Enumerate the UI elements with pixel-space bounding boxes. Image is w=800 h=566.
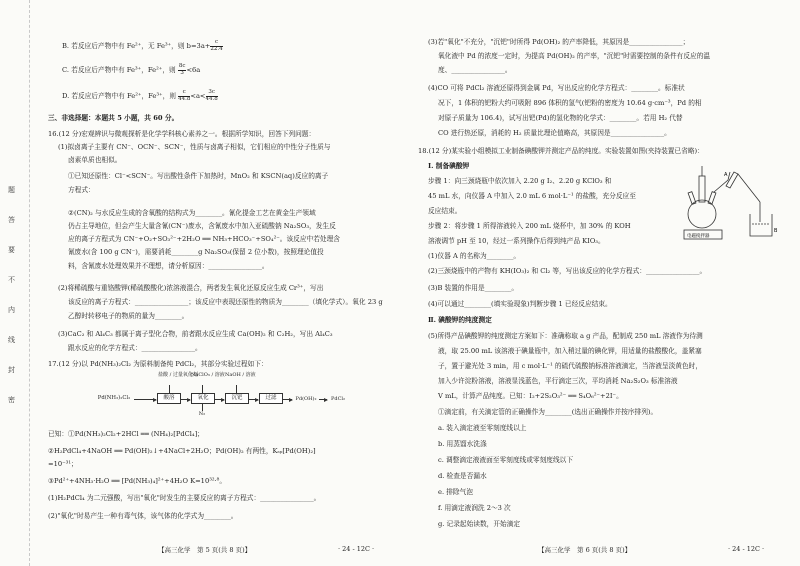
intermediate: Pd(OH)₂ bbox=[295, 396, 317, 402]
text-line: 乙醇时转移电子的物质的量为________。 bbox=[68, 312, 189, 320]
text-line: 子，置于避光处 3 min，用 c mol·L⁻¹ 的硫代硫酸钠标准溶液滴定，当溶液呈淡黄色时， bbox=[438, 362, 703, 370]
text-line: 方程式： bbox=[68, 186, 95, 194]
stirrer-label: 电磁搅拌器 bbox=[687, 234, 710, 239]
choice-c: c. 调整滴定液液面至零刻度线或零刻度线以下 bbox=[438, 456, 574, 464]
question-16: 16.(12 分)宏观辨识与微观探析是化学学科核心素养之一。根据所学知识，回答下列问题： bbox=[48, 130, 316, 138]
text-line: (4)CO 可将 PdCl₂ 溶液还原得到金属 Pd，写出反应的化学方程式：________。标准状 bbox=[428, 84, 685, 92]
known-3: ③Pd²⁺+4NH₃·H₂O ══ [Pd(NH₃)₄]²⁺+4H₂O K=10³²·⁸。 bbox=[48, 477, 227, 485]
choice-g: g. 记录起始读数，开始滴定 bbox=[438, 520, 521, 528]
text-line: 反应结束。 bbox=[428, 207, 462, 215]
text-line: =10⁻³¹； bbox=[48, 460, 78, 468]
text-line: 溶液调节 pH 至 10，经过一系列操作后得到纯产品 KIO₃。 bbox=[428, 237, 605, 245]
label-b: B bbox=[774, 228, 778, 234]
section-label: Ⅱ. 碘酸钾的纯度测定 bbox=[428, 316, 492, 324]
text-line: 液，取 25.00 mL 该溶液于碘量瓶中，加入稍过量的碘化钾，用适量的盐酸酸化，盖紧塞 bbox=[438, 347, 702, 355]
text-line: ①滴定前，有关滴定管的正确操作为________(选出正确操作并按序排列)。 bbox=[438, 408, 658, 416]
text-line: (5)所得产品碘酸钾的纯度测定方案如下：准确称取 a g 产品，配制成 250 mL 溶液作为待测 bbox=[428, 332, 703, 340]
text-line: ②(CN)₂ 与水反应生成的含氧酸的结构式为________。氰化提金工艺在黄金生产领域 bbox=[68, 209, 316, 217]
page-5-column bbox=[48, 0, 393, 566]
choice-d: d. 检查是否漏水 bbox=[438, 472, 487, 480]
label-a: A bbox=[724, 172, 728, 178]
process-flowchart bbox=[94, 372, 345, 418]
text-line: (1)H₂PdCl₄ 为二元强酸，写出"氧化"时发生的主要反应的离子方程式：________________。 bbox=[48, 494, 321, 502]
binding-margin bbox=[0, 0, 30, 566]
binding-char: 答 bbox=[8, 216, 15, 224]
text-line: 45 mL 水，向仪器 A 中加入 2.0 mL 6 mol·L⁻¹ 的盐酸，充分反应至 bbox=[428, 192, 636, 200]
choice-b: b. 用蒸馏水洗涤 bbox=[438, 440, 487, 448]
text-line: 应的离子方程式为 CN⁻+O₂+SO₃²⁻+2H₂O ══ NH₃+HCO₃⁻+SO₄²⁻。该反应中若处理含 bbox=[68, 235, 340, 243]
apparatus-diagram bbox=[668, 162, 782, 244]
text-line: (3)CaC₂ 和 Al₄C₃ 都属于离子型化合物，前者跟水反应生成 Ca(OH)₂ 和 C₂H₂，写出 Al₄C₃ bbox=[58, 330, 333, 338]
binding-char: 题 bbox=[8, 186, 15, 194]
choice-f: f. 用滴定液润洗 2～3 次 bbox=[438, 504, 511, 512]
fraction: $\frac{3c}{44.8}$ bbox=[205, 89, 218, 102]
choice-a: a. 装入滴定液至零刻度线以上 bbox=[438, 424, 527, 432]
choice-e: e. 排除气泡 bbox=[438, 488, 473, 496]
text-line: (1)拟卤离子主要有 CN⁻、OCN⁻、SCN⁻，性质与卤离子相似，它们相应的中性分子性质与 bbox=[58, 143, 331, 151]
binding-char: 密 bbox=[8, 396, 15, 404]
binding-char: 线 bbox=[8, 336, 15, 344]
page-footer: 【高三化学 第 5 页(共 8 页)】 bbox=[158, 546, 252, 554]
page-code: · 24 - 12C · bbox=[338, 545, 375, 553]
text-line: (2)三颈烧瓶中的产物有 KH(IO₃)₂ 和 Cl₂ 等，写出该反应的化学方程式：________________。 bbox=[428, 267, 707, 275]
text-line: 况下，1 体积的钯粉大约可吸附 896 体积的氢气(钯粉的密度为 10.64 g·cm⁻³，Pd 的相 bbox=[438, 99, 702, 107]
step-box: 沉钯 bbox=[225, 393, 249, 404]
step-box: 酸溶 bbox=[157, 393, 181, 404]
section-heading: 三、非选择题：本题共 5 小题，共 60 分。 bbox=[48, 114, 179, 122]
text-line: (3)B 装置的作用是________。 bbox=[428, 284, 519, 292]
text-line: 加入少许淀粉溶液，溶液显浅蓝色，平行滴定三次，平均消耗 Na₂S₂O₃ 标准溶液 bbox=[438, 377, 678, 385]
question-18: 18.(12 分)某实验小组模拟工业制备碘酸钾并测定产品的纯度。实验装置如图(夹持装置已省略)： bbox=[418, 147, 704, 155]
page-footer: 【高三化学 第 6 页(共 8 页)】 bbox=[538, 546, 632, 554]
text-line: (2)将稀硫酸与重铬酸钾(稀硫酸酸化)浓溶液混合，两者发生氧化还原反应生成 Cr³⁺，写出 bbox=[58, 284, 324, 292]
text-line: 对原子质量为 106.4)，试写出钯(Pd)的氢化物的化学式：________。若用 H₂ 代替 bbox=[438, 114, 683, 122]
fraction: $\frac{c}{22.4}$ bbox=[210, 39, 223, 52]
binding-char: 不 bbox=[8, 276, 15, 284]
text-line: 料，含氰废水处理效果并不理想，请分析原因：________________。 bbox=[68, 262, 269, 270]
fraction: $\frac{8c}{3}$ bbox=[178, 63, 186, 76]
option-d: D. 若反应后产物中有 Fe²⁺，Fe³⁺，则 $\frac{c}{44.8}$ <a< $\frac{3c}{44.8}$ bbox=[62, 89, 218, 102]
text-line: V mL，计算产品纯度。已知：I₂+2S₂O₃²⁻ ══ S₄O₆²⁻+2I⁻。 bbox=[438, 392, 623, 400]
text-line: (1)仪器 A 的名称为________。 bbox=[428, 252, 521, 260]
input-label: 盐酸 / 过量氧化剂 bbox=[158, 372, 198, 378]
start-material: Pd(NH₃)₂Cl₂ bbox=[97, 395, 131, 401]
step-box: 氧化 bbox=[191, 393, 215, 404]
known-2: ②H₂PdCl₄+4NaOH ══ Pd(OH)₂↓+4NaCl+2H₂O；Pd(OH)₂ 有两性，Kₛₚ[Pd(OH)₂] bbox=[48, 447, 316, 455]
question-17: 17.(12 分)以 Pd(NH₃)₂Cl₂ 为原料制备纯 PdCl₂，其部分实验过程如下： bbox=[48, 360, 268, 368]
page-6-column bbox=[418, 0, 784, 566]
text-line: 氰废水(含 100 g CN⁻)，需要消耗________g Na₂SO₃(保留 2 位小数)，按照理论值投 bbox=[68, 248, 324, 256]
text-line: 卤素单质也相似。 bbox=[68, 156, 122, 164]
fraction: $\frac{c}{44.8}$ bbox=[178, 89, 191, 102]
input-label: NaOH / 溶液 bbox=[225, 372, 256, 378]
text-line: 该反应的离子方程式：________________；该反应中表现还原性的物质为________（填化学式）。氧化 23 g bbox=[68, 298, 383, 306]
text-line: CO 进行热还原，消耗的 H₂ 质量比理论值略高，其原因是________________。 bbox=[438, 129, 671, 137]
text-line: ①已知还原性：Cl⁻<SCN⁻。写出酸性条件下加热时，MnO₂ 和 KSCN(aq)反应的离子 bbox=[68, 172, 329, 180]
text-line: 步骤 2：将步骤 1 所得溶液转入 200 mL 烧杯中，加 30% 的 KOH bbox=[428, 222, 631, 230]
text-line: 仍占主导地位，但会产生大量含氰(CN⁻)废水，含氰废水中加入亚硫酸钠 Na₂SO₃，发生反 bbox=[68, 222, 336, 230]
text-line: 度、________________。 bbox=[438, 66, 512, 74]
step-box: 过滤 bbox=[259, 393, 283, 404]
byproduct: N₂ bbox=[198, 411, 206, 417]
binding-char: 内 bbox=[8, 306, 15, 314]
text-line: (2)"氧化"时易产生一种有毒气体，该气体的化学式为________。 bbox=[48, 512, 238, 520]
binding-char: 要 bbox=[8, 246, 15, 254]
option-c: C. 若反应后产物中有 Fe³⁺，Fe²⁺，则 $\frac{8c}{3}$ <6a bbox=[62, 63, 201, 76]
page-code: · 24 - 12C · bbox=[728, 545, 765, 553]
input-label: NaClO₃ / 溶液 bbox=[191, 372, 225, 378]
text-line: (3)若"氧化"不充分，"沉钯"时所得 Pd(OH)₂ 的产率降低，其原因是________________； bbox=[428, 38, 690, 46]
known-1: 已知：①Pd(NH₃)₂Cl₂+2HCl ══ (NH₄)₂[PdCl₄]； bbox=[48, 430, 204, 438]
product: PdCl₂ bbox=[331, 396, 345, 402]
text-line: 跟水反应的化学方程式：________________。 bbox=[68, 344, 202, 352]
binding-char: 封 bbox=[8, 366, 15, 374]
text-line: (4)可以通过________(填实验现象)判断步骤 1 已经反应结束。 bbox=[428, 300, 612, 308]
section-label: Ⅰ. 制备碘酸钾 bbox=[428, 162, 470, 170]
text-line: 步骤 1：向三颈烧瓶中依次加入 2.20 g I₂、2.20 g KClO₃ 和 bbox=[428, 177, 612, 185]
text-line: 氧化液中 Pd 的浓度一定时，为提高 Pd(OH)₂ 的产率，"沉钯"时需要控制的条件有反应的温 bbox=[438, 52, 711, 60]
option-b: B. 若反应后产物中有 Fe²⁺，无 Fe³⁺，则 b=3a+ $\frac{c}{22.4}$ bbox=[62, 39, 223, 52]
